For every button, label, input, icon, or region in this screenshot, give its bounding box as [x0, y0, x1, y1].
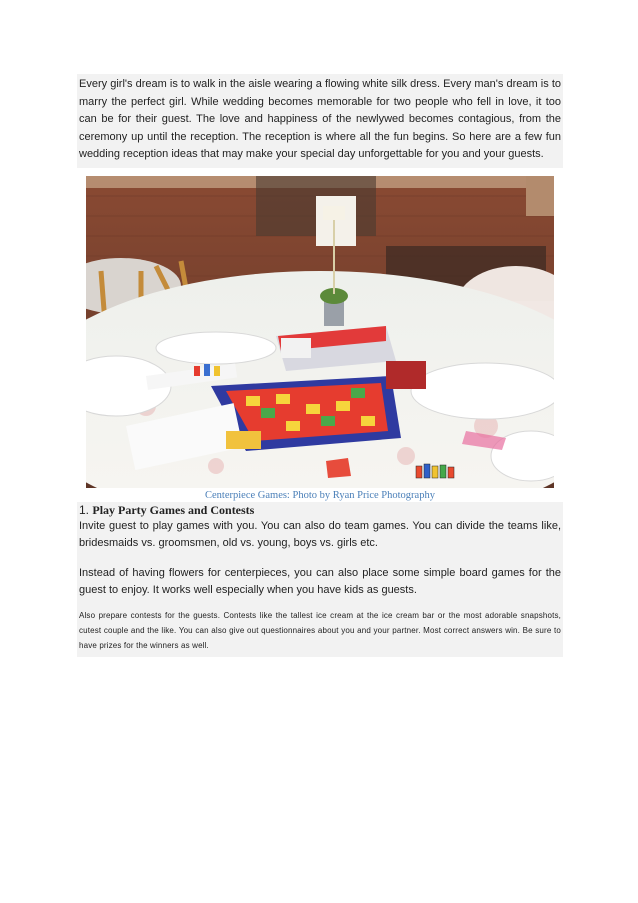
document-content	[77, 74, 563, 657]
section-1-number: 1.	[79, 502, 90, 517]
section-1-title: Play Party Games and Contests	[92, 502, 255, 517]
paragraph-spacer	[77, 600, 563, 608]
centerpiece-games-photo	[86, 176, 554, 488]
section-1-heading	[77, 502, 563, 518]
section-1-paragraph-3: Also prepare contests for the guests. Contests like the tallest ice cream at the ice cream bar or the most adorable snapshots, cutest couple and the like. You can also give out questionnaires about you and your partner. Most correct answers win. Be sure to have prizes for the winners as well.	[79, 610, 561, 650]
photo-caption: Centerpiece Games: Photo by Ryan Price Photography	[205, 489, 435, 501]
section-1-paragraph-1: Invite guest to play games with you. You can also do team games. You can divide the teams like, bridesmaids vs. groomsmen, old vs. young, boys vs. girls etc.	[79, 519, 561, 549]
section-1-paragraph-2: Instead of having flowers for centerpieces, you can also place some simple board games for the guest to enjoy. It works well especially when you have kids as guests.	[79, 566, 561, 596]
photo-illustration	[86, 176, 554, 488]
section-1-block	[77, 502, 563, 657]
intro-block	[77, 74, 563, 168]
paragraph-spacer	[77, 553, 563, 565]
intro-paragraph: Every girl's dream is to walk in the aisle wearing a flowing white silk dress. Every man's dream is to marry the perfect girl. While wedding becomes memorable for two people who fell in love, it too can be for their guest. The love and happiness of the newlywed becomes contagious, from the ceremony up until the reception. The reception is where all the fun begins. So here are a few fun wedding reception ideas that may make your special day unforgettable for you and your guests.	[79, 78, 561, 160]
